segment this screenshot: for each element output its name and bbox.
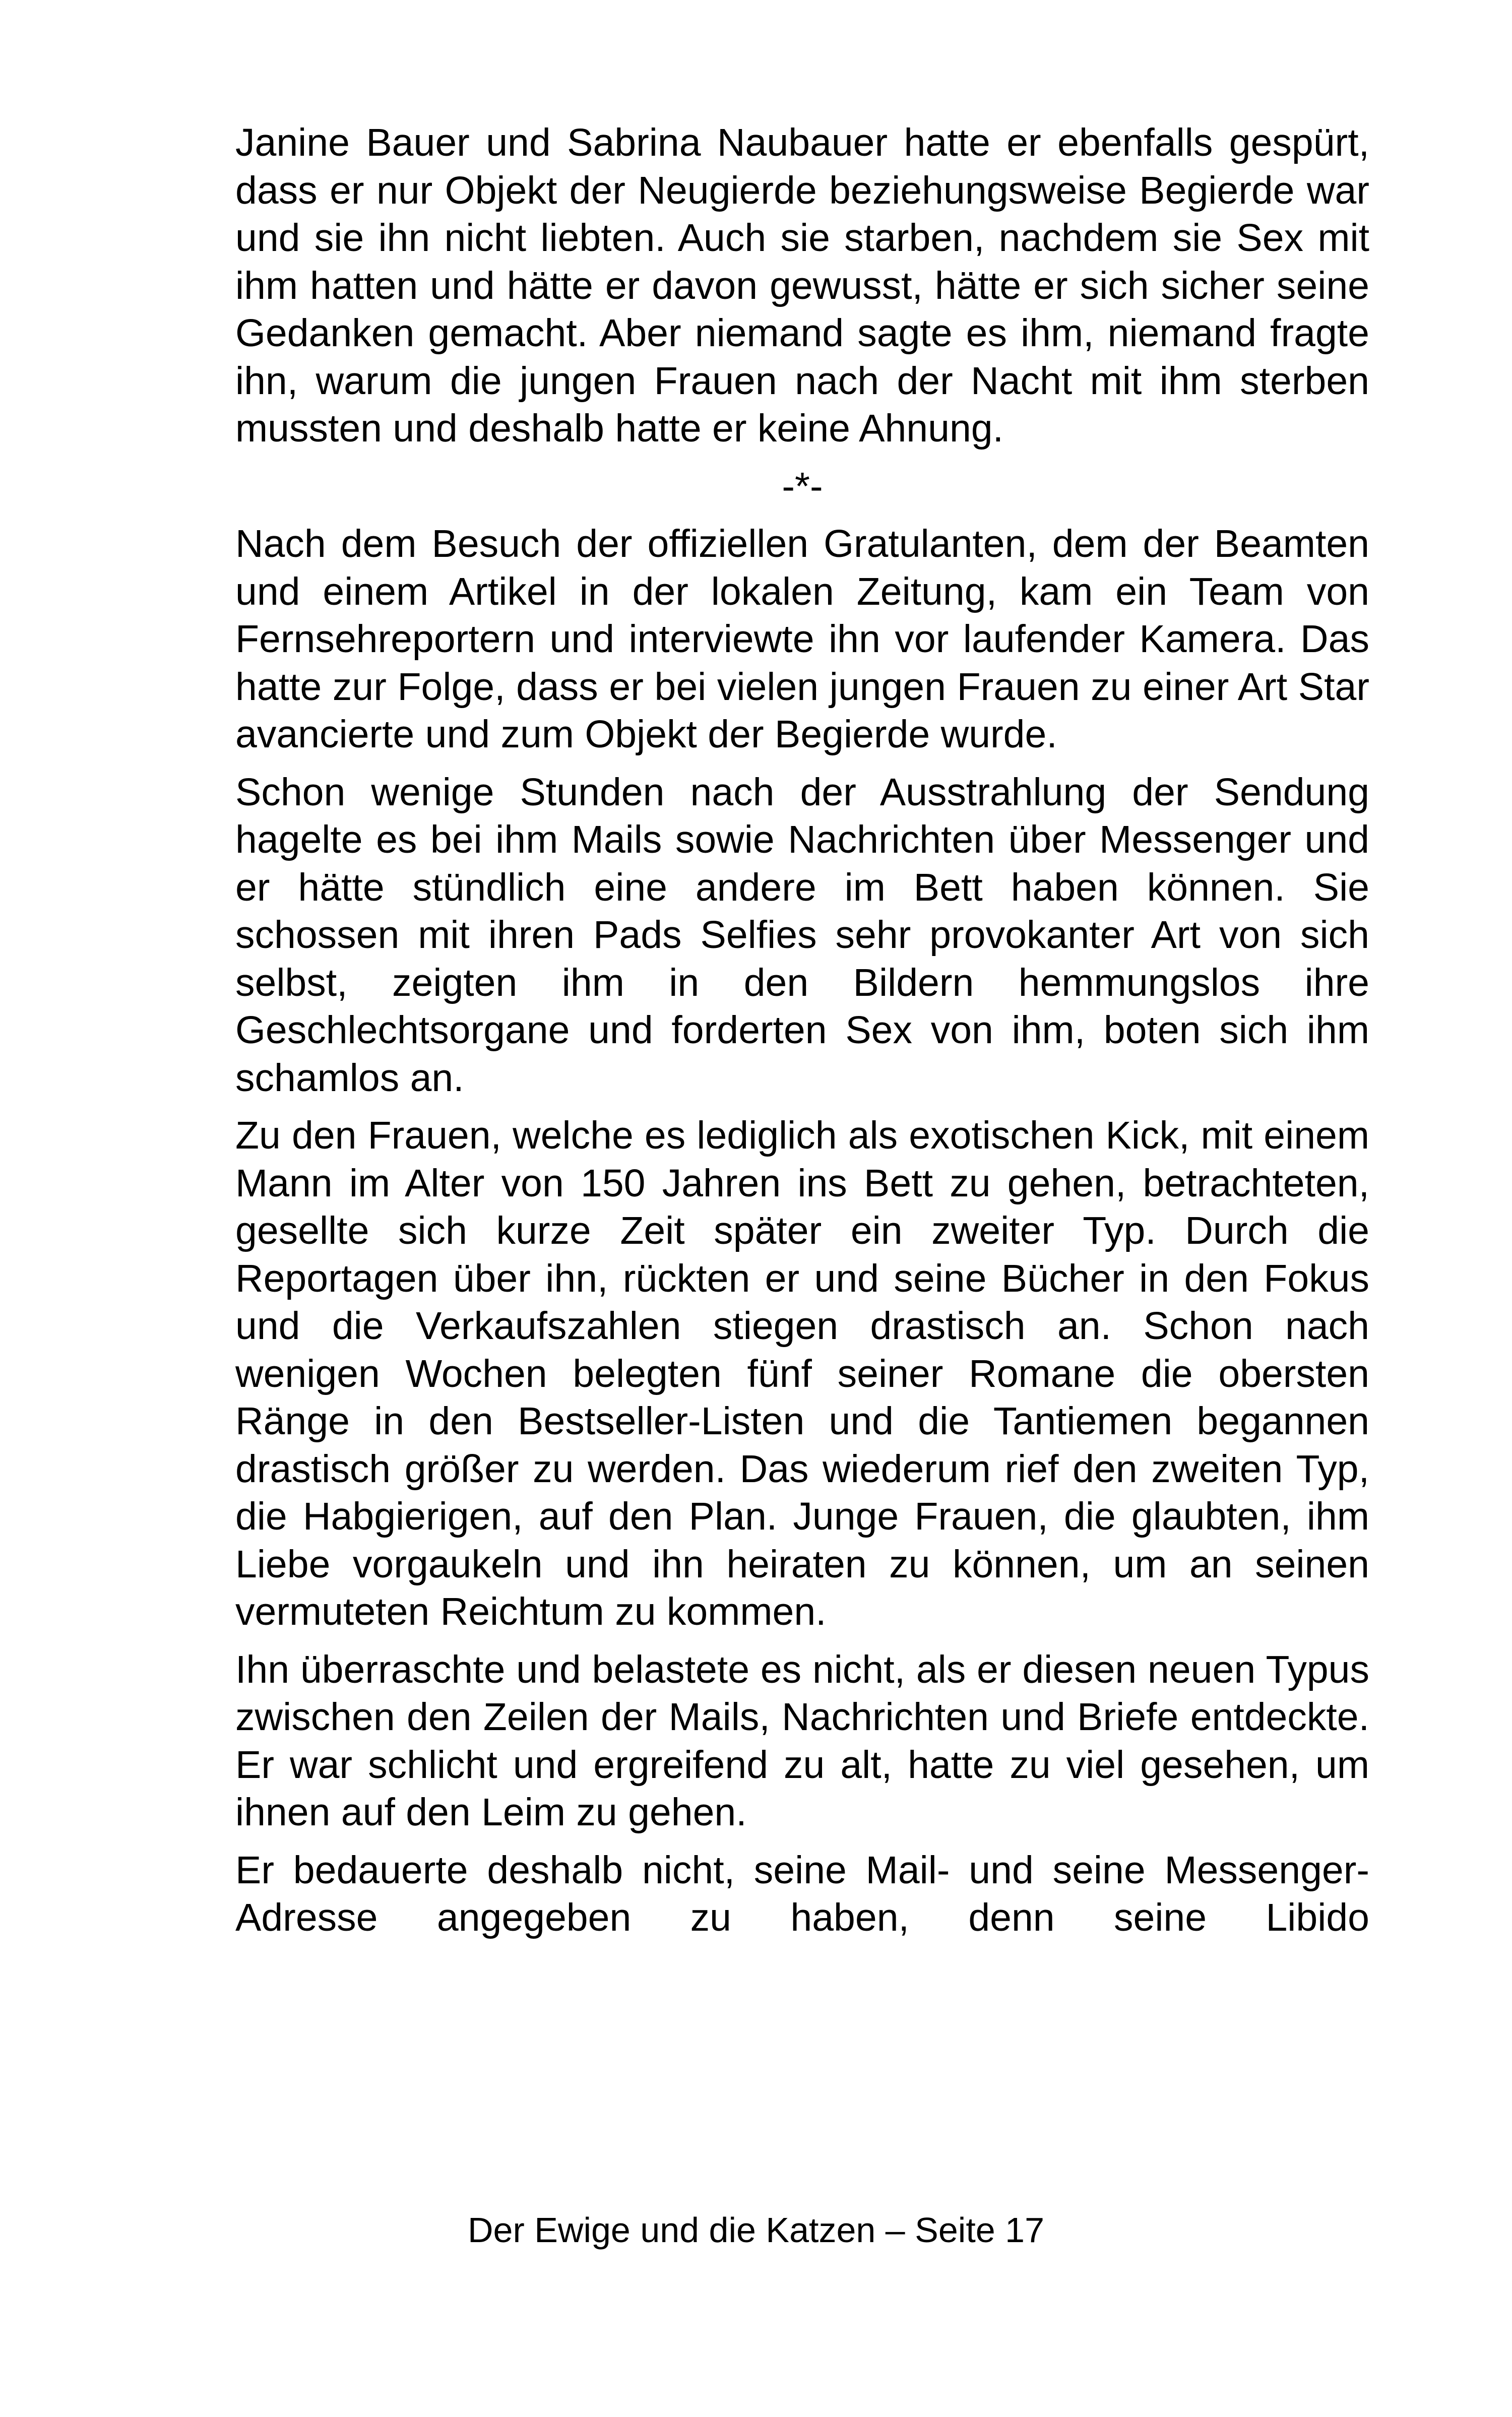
paragraph: Nach dem Besuch der offiziellen Gratulanten, dem der Beamten und einem Artikel in der lokalen Zeitung, kam ein Team von Fernsehreportern und interviewte ihn vor laufender Kamera. Das hatte zur Folge, dass er bei vielen jungen Frauen zu einer Art Star avancierte und zum Objekt der Begierde wurde. [235, 522, 1369, 756]
page-footer: Der Ewige und die Katzen – Seite 17 [467, 2210, 1045, 2250]
paragraph-last-line-justified: Er bedauerte deshalb nicht, seine Mail- und seine Messenger-Adresse angegeben zu haben, denn seine Libido [235, 1848, 1369, 1939]
paragraph: Janine Bauer und Sabrina Naubauer hatte er ebenfalls gespürt, dass er nur Objekt der Neugierde beziehungsweise Begierde war und sie ihn nicht liebten. Auch sie starben, nachdem sie Sex mit ihm hatten und hätte er davon gewusst, hätte er sich sicher seine Gedanken gemacht. Aber niemand sagte es ihm, niemand fragte ihn, warum die jungen Frauen nach der Nacht mit ihm sterben mussten und deshalb hatte er keine Ahnung. [235, 121, 1369, 450]
paragraph: Ihn überraschte und belastete es nicht, als er diesen neuen Typus zwischen den Zeilen der Mails, Nachrichten und Briefe entdeckte. Er war schlicht und ergreifend zu alt, hatte zu viel gesehen, um ihnen auf den Leim zu gehen. [235, 1647, 1369, 1834]
page-body [235, 119, 1369, 1952]
paragraph: Schon wenige Stunden nach der Ausstrahlung der Sendung hagelte es bei ihm Mails sowie Nachrichten über Messenger und er hätte stündlich eine andere im Bett haben können. Sie schossen mit ihren Pads Selfies sehr provokanter Art von sich selbst, zeigten ihm in den Bildern hemmungslos ihre Geschlechtsorgane und forderten Sex von ihm, boten sich ihm schamlos an. [235, 770, 1369, 1100]
paragraph: Zu den Frauen, welche es lediglich als exotischen Kick, mit einem Mann im Alter von 150 Jahren ins Bett zu gehen, betrachteten, gesellte sich kurze Zeit später ein zweiter Typ. Durch die Reportagen über ihn, rückten er und seine Bücher in den Fokus und die Verkaufszahlen stiegen drastisch an. Schon nach wenigen Wochen belegten fünf seiner Romane die obersten Ränge in den Bestseller-Listen und die Tantiemen begannen drastisch größer zu werden. Das wiederum rief den zweiten Typ, die Habgierigen, auf den Plan. Junge Frauen, die glaubten, ihm Liebe vorgaukeln und ihn heiraten zu können, um an seinen vermuteten Reichtum zu kommen. [235, 1114, 1369, 1633]
section-separator: -*- [782, 464, 823, 508]
